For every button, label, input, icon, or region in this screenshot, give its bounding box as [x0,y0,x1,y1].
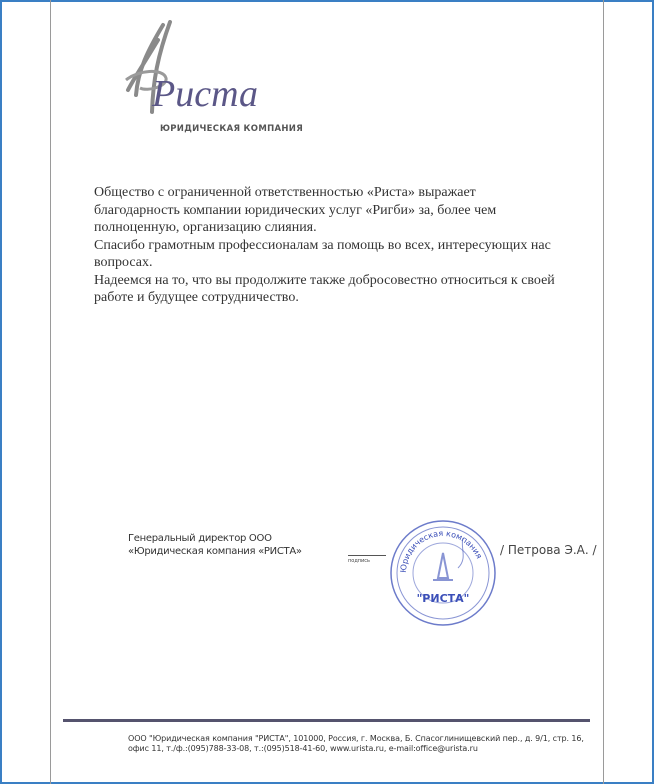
logo-graphic [118,20,298,124]
signatory-title [128,532,302,558]
letter-body [94,184,564,307]
footer-contacts [128,734,584,754]
footer-divider [63,719,590,722]
footer-line: ООО "Юридическая компания "РИСТА", 101000, Россия, г. Москва, Б. Спасоглинищевский пер., д. 9/1, стр. 16, [128,734,584,743]
logo-subtitle: ЮРИДИЧЕСКАЯ КОМПАНИЯ [160,124,304,134]
signatory-title-line: Генеральный директор ООО [128,533,272,544]
signatory-name: / Петрова Э.А. / [500,543,597,557]
stamp-ring-text: Юридическая компания [398,528,484,574]
left-margin-line [50,0,51,784]
letter-paragraph: Надеемся на то, что вы продолжите также добросовестно относиться к своей работе и будущее сотрудничество. [94,272,555,305]
letter-paragraph: Спасибо грамотным профессионалам за помощь во всех, интересующих нас вопросах. [94,237,551,270]
svg-text:Юридическая компания [399,529,484,573]
signature-caption: подпись [348,558,370,564]
stamp-figure-icon [433,553,453,580]
logo-wordmark: Риста [152,73,258,115]
signatory-title-line: «Юридическая компания «РИСТА» [128,546,302,557]
right-margin-line [603,0,604,784]
footer-line: офис 11, т./ф.:(095)788-33-08, т.:(095)518-41-60, www.urista.ru, e-mail:office@urista.ru [128,744,478,753]
company-stamp [388,518,498,628]
signature-line [348,555,386,556]
letter-paragraph: Общество с ограниченной ответственностью «Риста» выражает благодарность компании юридических услуг «Ригби» за, более чем полноценную, организацию слияния. [94,185,497,235]
stamp-center-text: "РИСТА" [416,592,470,605]
